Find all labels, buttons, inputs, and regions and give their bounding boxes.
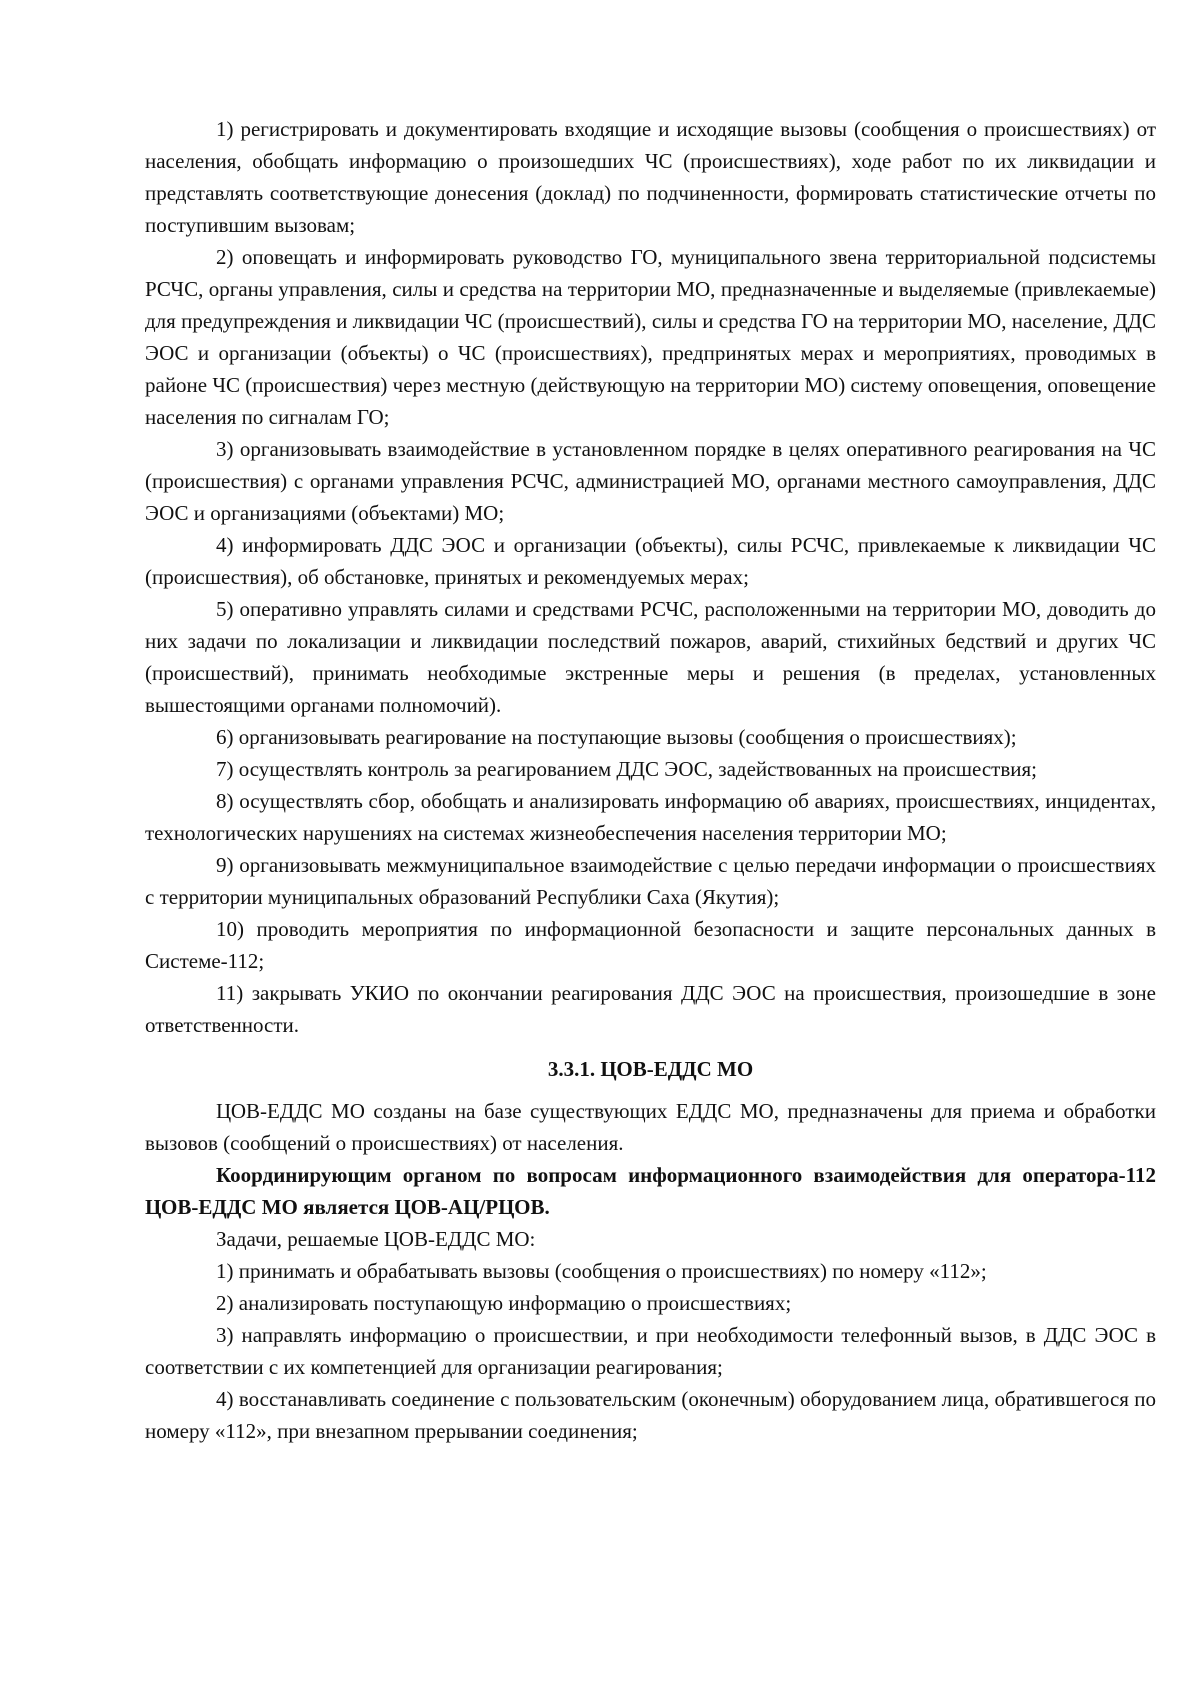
list1-item-9: 9) организовывать межмуниципальное взаимодействие с целью передачи информации о происшествиях с территории муниципальных образований Республики Саха (Якутия); bbox=[145, 853, 1156, 909]
list2-item-3: 3) направлять информацию о происшествии, и при необходимости телефонный вызов, в ДДС ЭОС в соответствии с их компетенцией для организации реагирования; bbox=[145, 1323, 1156, 1379]
list2-item-1: 1) принимать и обрабатывать вызовы (сообщения о происшествиях) по номеру «112»; bbox=[216, 1259, 987, 1283]
document-page bbox=[145, 113, 1156, 1447]
intro-paragraph: ЦОВ-ЕДДС МО созданы на базе существующих ЕДДС МО, предназначены для приема и обработки вызовов (сообщений о происшествиях) от населения. bbox=[145, 1099, 1156, 1155]
tasks-label: Задачи, решаемые ЦОВ-ЕДДС МО: bbox=[216, 1227, 536, 1251]
list1-item-7: 7) осуществлять контроль за реагированием ДДС ЭОС, задействованных на происшествия; bbox=[216, 757, 1037, 781]
list1-item-1: 1) регистрировать и документировать входящие и исходящие вызовы (сообщения о происшествиях) от населения, обобщать информацию о произошедших ЧС (происшествиях), ходе работ по их ликвидации и представлять соответствующие донесения (доклад) по подчиненности, формировать статистические отчеты по поступившим вызовам; bbox=[145, 117, 1156, 237]
list1-item-8: 8) осуществлять сбор, обобщать и анализировать информацию об авариях, происшествиях, инцидентах, технологических нарушениях на системах жизнеобеспечения населения территории МО; bbox=[145, 789, 1156, 845]
list2-item-2: 2) анализировать поступающую информацию о происшествиях; bbox=[216, 1291, 792, 1315]
list1-item-10: 10) проводить мероприятия по информационной безопасности и защите персональных данных в Системе-112; bbox=[145, 917, 1156, 973]
list1-item-2: 2) оповещать и информировать руководство ГО, муниципального звена территориальной подсистемы РСЧС, органы управления, силы и средства на территории МО, предназначенные и выделяемые (привлекаемые) для предупреждения и ликвидации ЧС (происшествий), силы и средства ГО на территории МО, население, ДДС ЭОС и организации (объекты) о ЧС (происшествиях), предпринятых мерах и мероприятиях, проводимых в районе ЧС (происшествия) через местную (действующую на территории МО) систему оповещения, оповещение населения по сигналам ГО; bbox=[145, 245, 1156, 429]
list1-item-3: 3) организовывать взаимодействие в установленном порядке в целях оперативного реагирования на ЧС (происшествия) с органами управления РСЧС, администрацией МО, органами местного самоуправления, ДДС ЭОС и организациями (объектами) МО; bbox=[145, 437, 1156, 525]
list1-item-11: 11) закрывать УКИО по окончании реагирования ДДС ЭОС на происшествия, произошедшие в зоне ответственности. bbox=[145, 981, 1156, 1037]
list1-item-6: 6) организовывать реагирование на поступающие вызовы (сообщения о происшествиях); bbox=[216, 725, 1017, 749]
list1-item-5: 5) оперативно управлять силами и средствами РСЧС, расположенными на территории МО, доводить до них задачи по локализации и ликвидации последствий пожаров, аварий, стихийных бедствий и других ЧС (происшествий), принимать необходимые экстренные меры и решения (в пределах, установленных вышестоящими органами полномочий). bbox=[145, 597, 1156, 717]
coordinator-paragraph: Координирующим органом по вопросам информационного взаимодействия для оператора-112 ЦОВ-ЕДДС МО является ЦОВ-АЦ/РЦОВ. bbox=[145, 1163, 1156, 1219]
list1-item-4: 4) информировать ДДС ЭОС и организации (объекты), силы РСЧС, привлекаемые к ликвидации ЧС (происшествия), об обстановке, принятых и рекомендуемых мерах; bbox=[145, 533, 1156, 589]
section-heading: 3.3.1. ЦОВ-ЕДДС МО bbox=[547, 1057, 754, 1081]
list2-item-4: 4) восстанавливать соединение с пользовательским (оконечным) оборудованием лица, обратившегося по номеру «112», при внезапном прерывании соединения; bbox=[145, 1387, 1156, 1443]
